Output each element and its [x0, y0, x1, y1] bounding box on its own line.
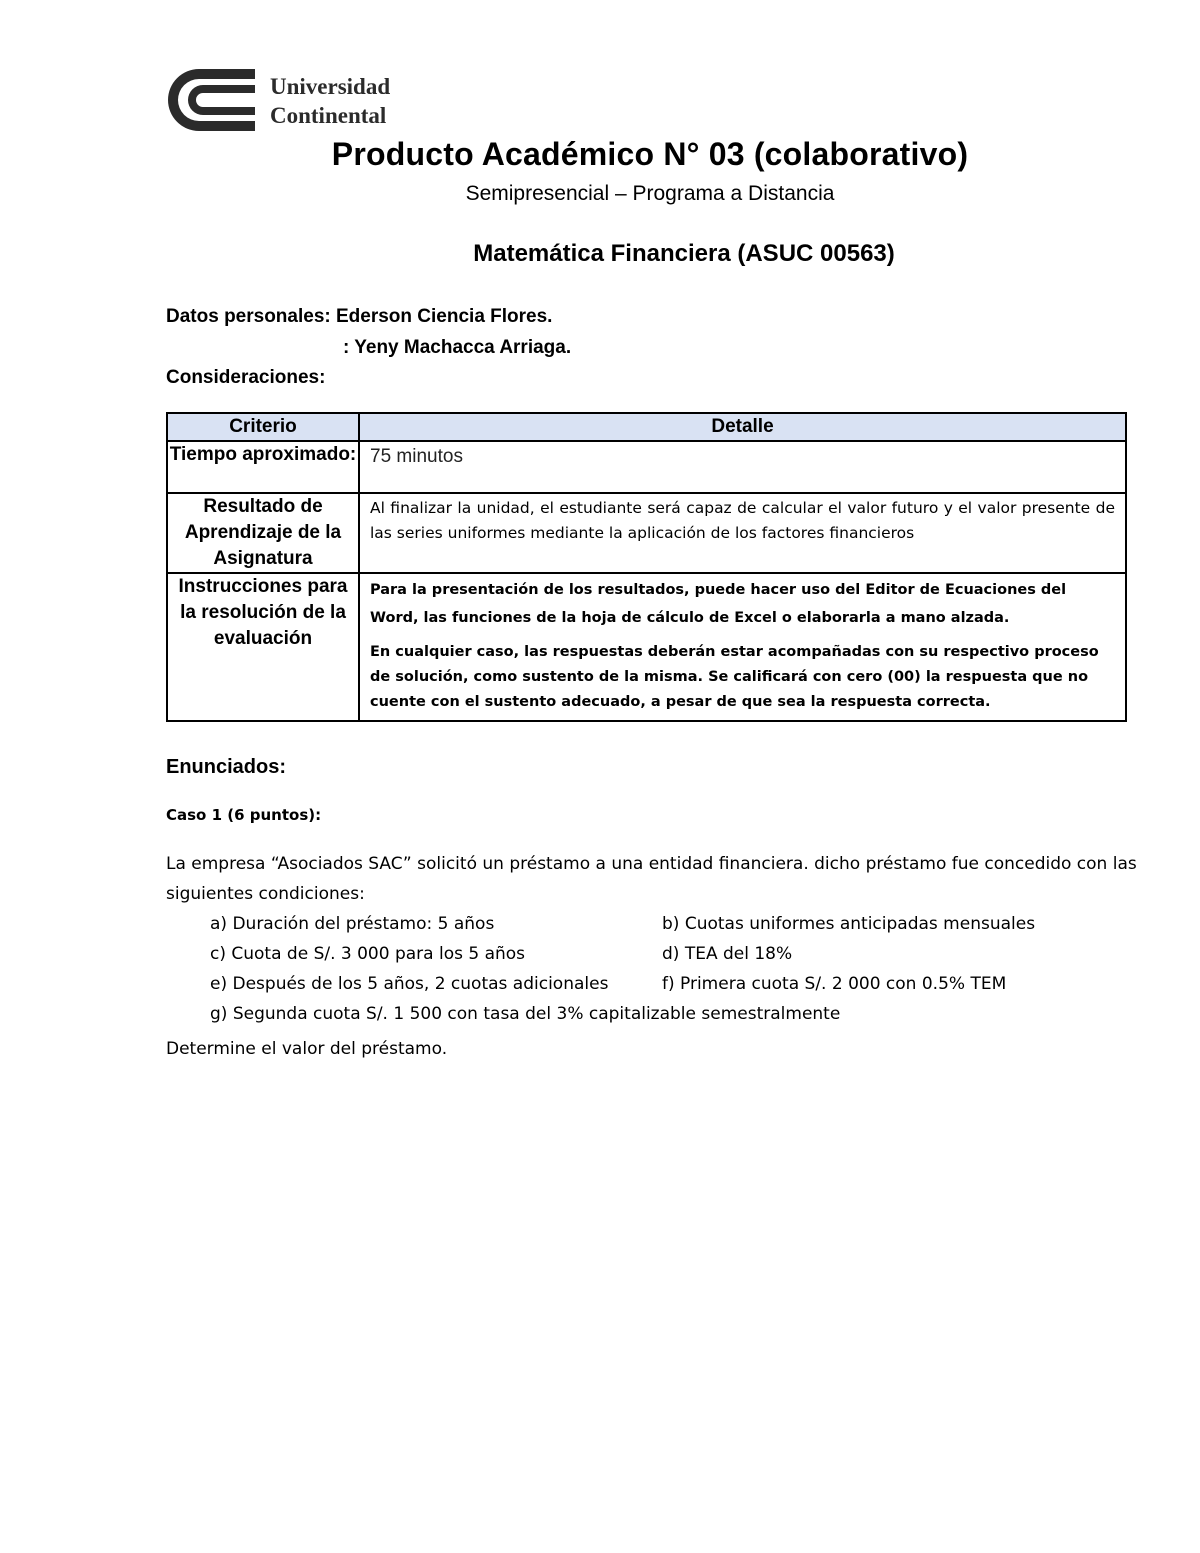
table-row — [167, 441, 1126, 493]
condition-c: c) Cuota de S/. 3 000 para los 5 años — [210, 944, 526, 964]
case-title: Caso 1 (6 puntos): — [166, 806, 322, 824]
case-intro: La empresa “Asociados SAC” solicitó un préstamo a una entidad financiera. dicho préstamo fue concedido con las siguientes condiciones: — [166, 854, 1137, 904]
table-row — [167, 573, 1126, 721]
personal-data-second-name: : Yeny Machacca Arriaga. — [343, 337, 572, 358]
university-logo — [165, 66, 410, 134]
document-subtitle: Semipresencial – Programa a Distancia — [465, 182, 835, 205]
detail-instructions-p1: Para la presentación de los resultados, puede hacer uso del Editor de Ecuaciones del Word, las funciones de la hoja de cálculo de Excel o elaborarla a mano alzada. — [370, 582, 1067, 626]
condition-f: f) Primera cuota S/. 2 000 con 0.5% TEM — [662, 974, 1007, 994]
criterion-learning-result: Resultado de Aprendizaje de la Asignatura — [167, 493, 359, 573]
table-header-row — [167, 413, 1126, 441]
condition-e: e) Después de los 5 años, 2 cuotas adicionales — [210, 974, 609, 994]
document-title: Producto Académico N° 03 (colaborativo) — [331, 136, 969, 172]
enunciados-heading: Enunciados: — [166, 756, 287, 778]
logo-line-2: Continental — [270, 103, 387, 128]
detail-time: 75 minutos — [359, 441, 1126, 493]
condition-a: a) Duración del préstamo: 5 años — [210, 914, 495, 934]
case-question: Determine el valor del préstamo. — [166, 1039, 448, 1059]
continental-c-icon — [165, 66, 260, 134]
header-criterio: Criterio — [167, 413, 359, 441]
condition-g: g) Segunda cuota S/. 1 500 con tasa del 3% capitalizable semestralmente — [210, 1004, 841, 1024]
condition-d: d) TEA del 18% — [662, 944, 793, 964]
criteria-table — [166, 412, 1127, 722]
course-title: Matemática Financiera (ASUC 00563) — [473, 240, 895, 267]
condition-b: b) Cuotas uniformes anticipadas mensuales — [662, 914, 1036, 934]
criterion-instructions: Instrucciones para la resolución de la evaluación — [167, 573, 359, 721]
criterion-time: Tiempo aproximado: — [167, 441, 359, 493]
table-row — [167, 493, 1126, 573]
logo-line-1: Universidad — [270, 74, 391, 99]
header-detalle: Detalle — [359, 413, 1126, 441]
personal-data-line: Datos personales: Ederson Ciencia Flores. — [166, 306, 553, 327]
detail-learning-result-cell — [359, 493, 1126, 573]
logo-wordmark — [270, 72, 390, 130]
detail-instructions-cell — [359, 573, 1126, 721]
detail-learning-result: Al finalizar la unidad, el estudiante será capaz de calcular el valor futuro y el valor presente de las series uniformes mediante la aplicación de los factores financieros — [370, 499, 1115, 542]
detail-instructions-p2: En cualquier caso, las respuestas deberán estar acompañadas con su respectivo proceso de solución, como sustento de la misma. Se calificará con cero (00) la respuesta que no cuente con el sustento adecuado, a pesar de que sea la respuesta correcta. — [370, 644, 1099, 710]
considerations-heading: Consideraciones: — [166, 367, 326, 388]
